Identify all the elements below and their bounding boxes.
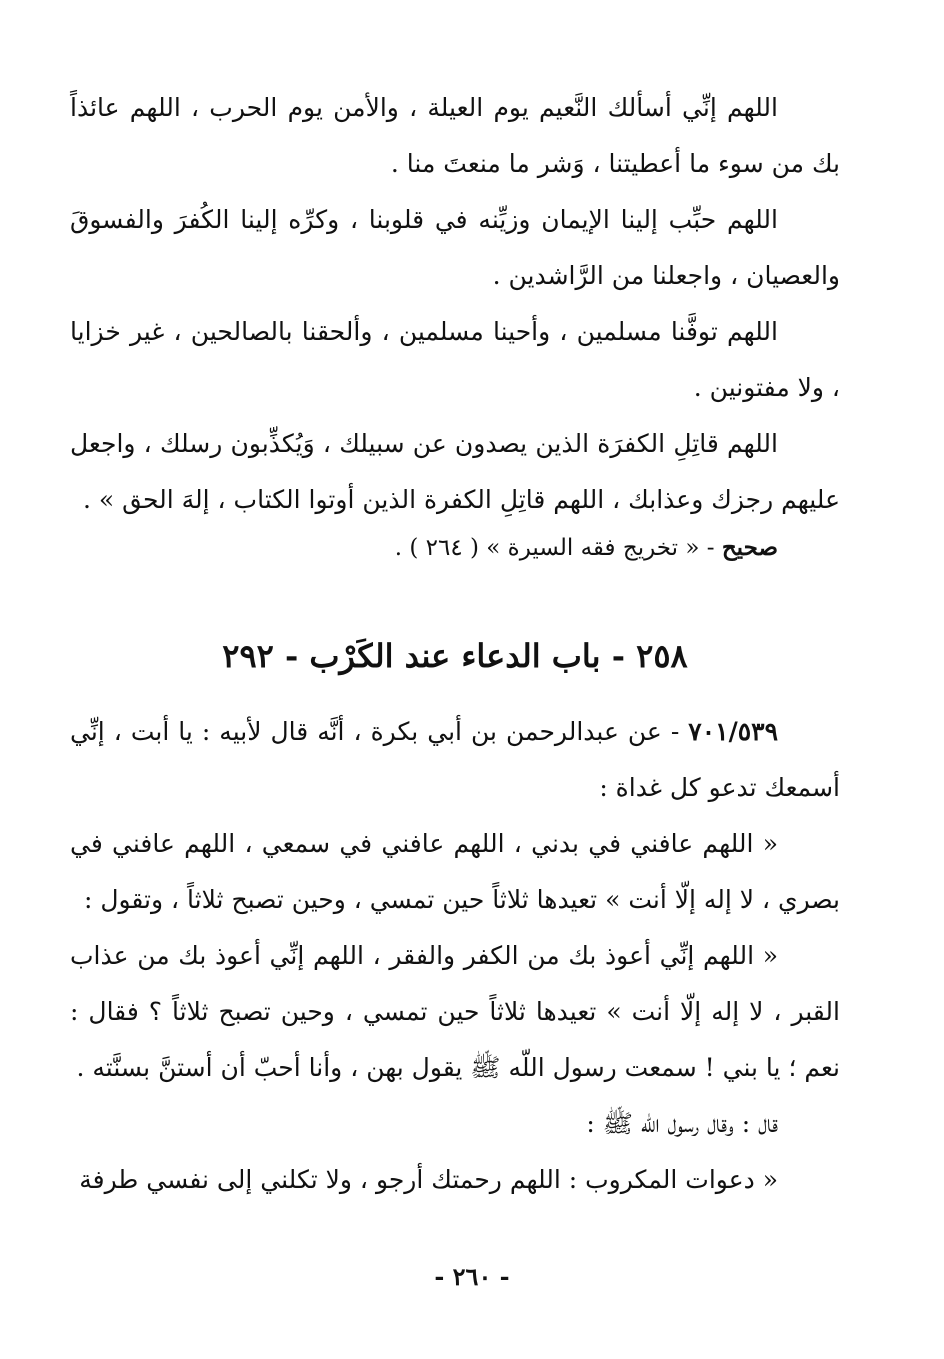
paragraph-4: اللهم قاتِلِ الكفرَة الذين يصدون عن سبيلك ، وَيُكذِّبون رسلك ، واجعل عليهم رجزك وعذابك ، اللهم قاتِلِ الكفرة الذين أوتوا الكتاب ، إلهَ الحق » . (70, 429, 840, 514)
hadith-number: ٧٠١/٥٣٩ (688, 717, 778, 746)
source-reference: - « تخريج فقه السيرة » ( ٢٦٤ ) . (394, 535, 722, 561)
hadith-paragraph-2: « اللهم إنِّي أعوذ بك من الكفر والفقر ، اللهم إنِّي أعوذ بك من عذاب القبر ، لا إله إلّا أنت » تعيدها ثلاثاً حين تمسي ، وحين تصبح ثلاثاً ؟ فقال : نعم ؛ يا بني ! سمعت رسول اللّه ﷺ يقول بهن ، وأنا أحبّ أن أستنَّ بسنَّته . (70, 941, 840, 1082)
hadith-intro-text: - عن عبدالرحمن بن أبي بكرة ، أنَّه قال لأبيه : يا أبت ، إنِّي أسمعك تدعو كل غداة : (70, 717, 840, 802)
paragraph-1: اللهم إنِّي أسألك النَّعيم يوم العيلة ، والأمن يوم الحرب ، اللهم عائذاً بك من سوء ما أعطيتنا ، وَشر ما منعتَ منا . (70, 93, 840, 178)
paragraph-2: اللهم حبِّب إلينا الإيمان وزيِّنه في قلوبنا ، وكرِّه إلينا الكُفرَ والفسوقَ والعصيان ، واجعلنا من الرَّاشدين . (70, 205, 840, 290)
hadith-paragraph-3: قال : وقال رسول اللّه ﷺ : (586, 1109, 778, 1138)
source-grade: صحيح (721, 534, 778, 561)
paragraph-3: اللهم توفَّنا مسلمين ، وأحينا مسلمين ، وألحقنا بالصالحين ، غير خزايا ، ولا مفتونين . (70, 317, 840, 402)
chapter-title: ٢٥٨ - باب الدعاء عند الكَرْب - ٢٩٢ (222, 637, 688, 675)
hadith-paragraph-4: « دعوات المكروب : اللهم رحمتك أرجو ، ولا تكلني إلى نفسي طرفة (79, 1165, 778, 1194)
page-number: - ٢٦٠ - (434, 1262, 510, 1291)
source-citation (70, 528, 840, 568)
page-body (70, 80, 840, 1208)
hadith-intro (70, 704, 840, 816)
hadith-paragraph-1: « اللهم عافني في بدني ، اللهم عافني في سمعي ، اللهم عافني في بصري ، لا إله إلّا أنت » تعيدها ثلاثاً حين تمسي ، وحين تصبح ثلاثاً ، وتقول : (70, 829, 840, 914)
